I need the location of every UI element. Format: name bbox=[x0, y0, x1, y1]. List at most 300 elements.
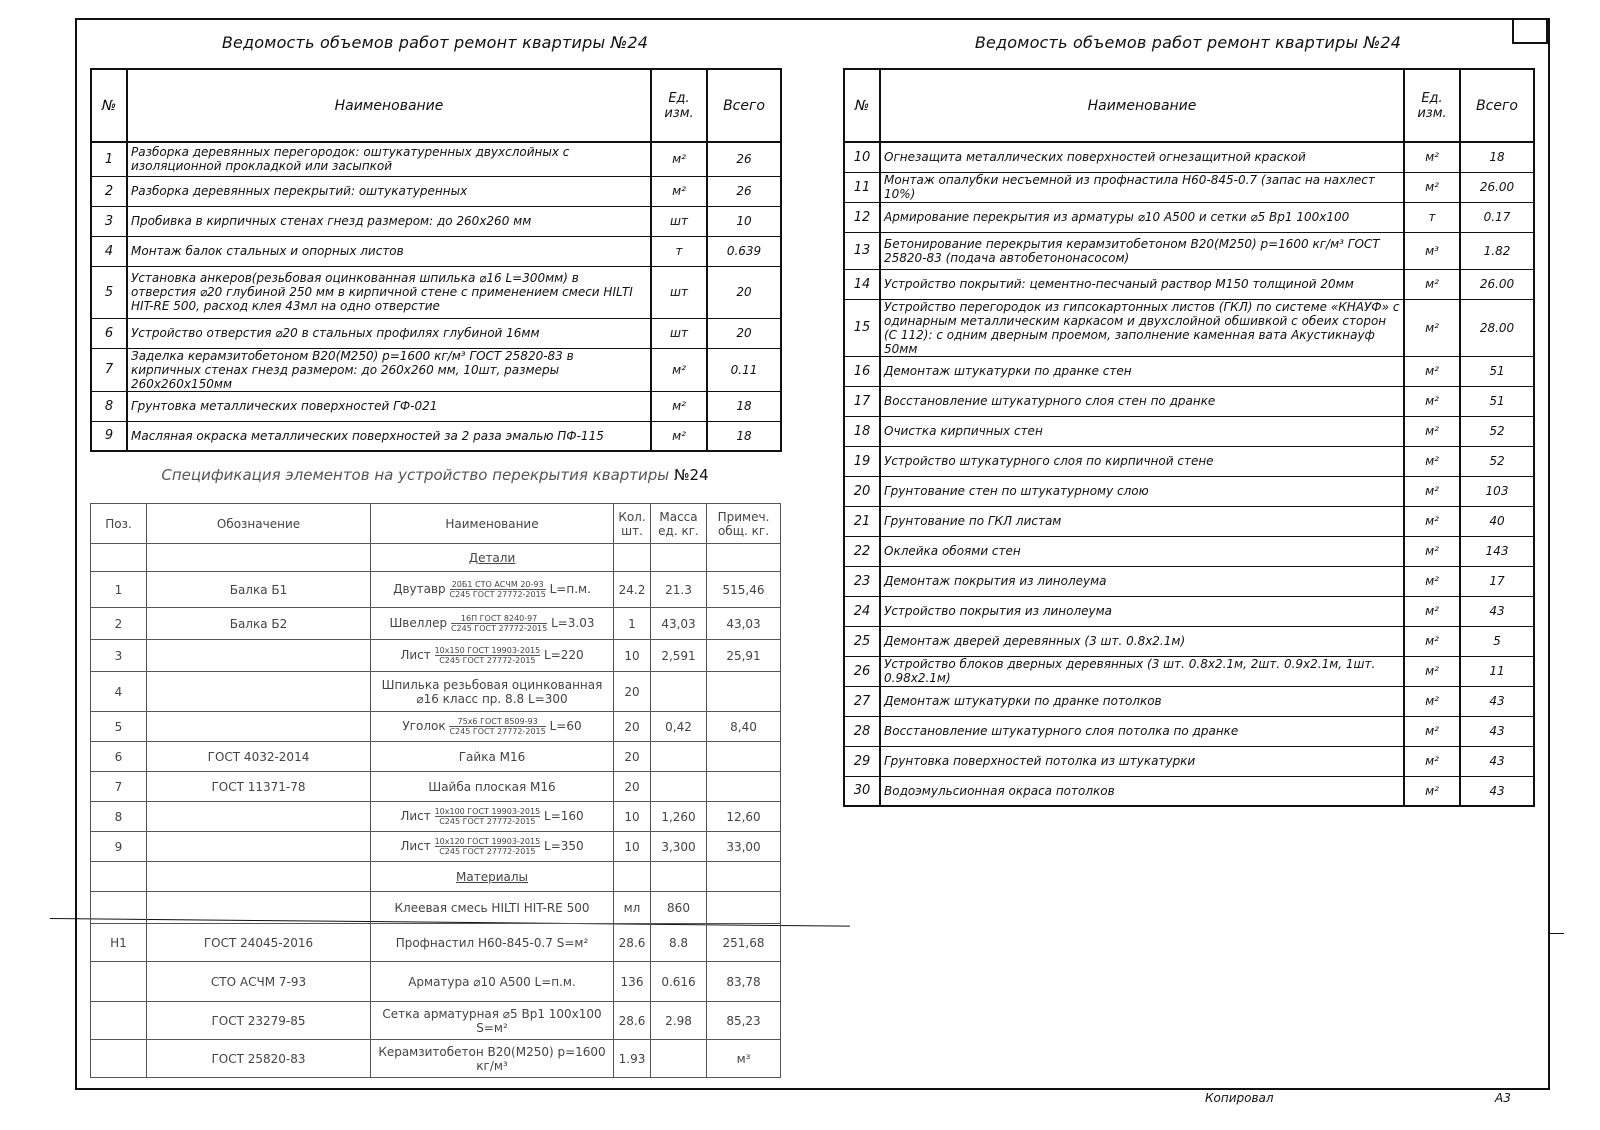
table-row bbox=[91, 142, 781, 176]
frame-left bbox=[75, 18, 77, 1090]
spec-note bbox=[707, 862, 781, 892]
header-num: № bbox=[91, 69, 127, 142]
spec-section-row bbox=[91, 544, 781, 572]
row-total: 43 bbox=[1460, 776, 1534, 806]
row-unit: м² bbox=[1404, 656, 1460, 686]
spec-name: Клеевая смесь HILTI HIT-RE 500 bbox=[371, 892, 614, 924]
row-unit: м² bbox=[1404, 716, 1460, 746]
spec-note: 33,00 bbox=[707, 832, 781, 862]
spec-section-title bbox=[371, 544, 614, 572]
row-name: Огнезащита металлических поверхностей огнезащитной краской bbox=[880, 142, 1404, 172]
row-unit: м³ bbox=[1404, 232, 1460, 269]
row-number: 25 bbox=[844, 626, 880, 656]
row-name: Монтаж балок стальных и опорных листов bbox=[127, 236, 651, 266]
spec-pos: 9 bbox=[91, 832, 147, 862]
row-number: 17 bbox=[844, 386, 880, 416]
spec-name bbox=[371, 572, 614, 608]
fraction-bottom: С245 ГОСТ 27772-2015 bbox=[450, 624, 548, 633]
table-row bbox=[844, 776, 1534, 806]
spec-mass: 3,300 bbox=[651, 832, 707, 862]
row-total: 43 bbox=[1460, 596, 1534, 626]
spec-name: Шпилька резьбовая оцинкованная ⌀16 класс пр. 8.8 L=300 bbox=[371, 672, 614, 712]
row-total: 40 bbox=[1460, 506, 1534, 536]
row-name: Демонтаж штукатурки по дранке стен bbox=[880, 356, 1404, 386]
spec-qty: 1 bbox=[614, 608, 651, 640]
spec-qty: 10 bbox=[614, 832, 651, 862]
spec-title-number: №24 bbox=[673, 466, 709, 484]
row-number: 11 bbox=[844, 172, 880, 202]
row-unit: шт bbox=[651, 266, 707, 318]
row-number: 2 bbox=[91, 176, 127, 206]
spec-note bbox=[707, 544, 781, 572]
fraction-bottom: С245 ГОСТ 27772-2015 bbox=[449, 590, 546, 599]
row-unit: м² bbox=[1404, 776, 1460, 806]
row-unit: м² bbox=[1404, 269, 1460, 299]
row-total: 51 bbox=[1460, 356, 1534, 386]
spec-pos bbox=[91, 1040, 147, 1078]
table-row bbox=[844, 142, 1534, 172]
row-number: 29 bbox=[844, 746, 880, 776]
spec-pos: Н1 bbox=[91, 924, 147, 962]
spec-mass: 21.3 bbox=[651, 572, 707, 608]
row-number: 4 bbox=[91, 236, 127, 266]
spec-qty: 10 bbox=[614, 640, 651, 672]
spec-designation: ГОСТ 11371-78 bbox=[147, 772, 371, 802]
row-name: Демонтаж штукатурки по дранке потолков bbox=[880, 686, 1404, 716]
row-name: Устройство покрытий: цементно-песчаный раствор М150 толщиной 20мм bbox=[880, 269, 1404, 299]
row-number: 20 bbox=[844, 476, 880, 506]
row-name: Устройство покрытия из линолеума bbox=[880, 596, 1404, 626]
row-number: 1 bbox=[91, 142, 127, 176]
table-row bbox=[844, 656, 1534, 686]
row-unit: м² bbox=[1404, 746, 1460, 776]
spec-pos bbox=[91, 962, 147, 1002]
spec-designation bbox=[147, 712, 371, 742]
row-number: 7 bbox=[91, 348, 127, 391]
row-name: Разборка деревянных перегородок: оштукатуренных двухслойных с изоляционной прокладкой или засыпкой bbox=[127, 142, 651, 176]
row-unit: м² bbox=[651, 176, 707, 206]
spec-note: м³ bbox=[707, 1040, 781, 1078]
header-unit: Ед. изм. bbox=[1404, 69, 1460, 142]
spec-title bbox=[90, 466, 780, 484]
spec-row bbox=[91, 892, 781, 924]
row-unit: м² bbox=[651, 421, 707, 451]
fraction-top: 10х150 ГОСТ 19903-2015 bbox=[434, 646, 541, 655]
table-row bbox=[844, 716, 1534, 746]
spec-note: 85,23 bbox=[707, 1002, 781, 1040]
row-name: Заделка керамзитобетоном В20(М250) р=1600 кг/м³ ГОСТ 25820-83 в кирпичных стенах гнезд размером: до 260х260 мм, 10шт, размеры 260х260х150мм bbox=[127, 348, 651, 391]
row-number: 21 bbox=[844, 506, 880, 536]
row-name: Армирование перекрытия из арматуры ⌀10 А500 и сетки ⌀5 Вр1 100х100 bbox=[880, 202, 1404, 232]
spec-designation: ГОСТ 24045-2016 bbox=[147, 924, 371, 962]
header-name: Наименование bbox=[127, 69, 651, 142]
spec-name bbox=[371, 712, 614, 742]
row-total: 43 bbox=[1460, 686, 1534, 716]
row-total: 43 bbox=[1460, 746, 1534, 776]
row-number: 14 bbox=[844, 269, 880, 299]
spec-mass bbox=[651, 742, 707, 772]
row-total: 1.82 bbox=[1460, 232, 1534, 269]
spec-header-designation: Обозначение bbox=[147, 504, 371, 544]
row-total: 26.00 bbox=[1460, 172, 1534, 202]
row-total: 11 bbox=[1460, 656, 1534, 686]
row-number: 19 bbox=[844, 446, 880, 476]
row-unit: шт bbox=[651, 318, 707, 348]
header-name: Наименование bbox=[880, 69, 1404, 142]
row-name: Грунтование по ГКЛ листам bbox=[880, 506, 1404, 536]
row-number: 26 bbox=[844, 656, 880, 686]
spec-note: 8,40 bbox=[707, 712, 781, 742]
spec-note bbox=[707, 892, 781, 924]
row-name: Устройство блоков дверных деревянных (3 шт. 0.8х2.1м, 2шт. 0.9х2.1м, 1шт. 0.98х2.1м) bbox=[880, 656, 1404, 686]
spec-pos: 4 bbox=[91, 672, 147, 712]
spec-qty: 28.6 bbox=[614, 924, 651, 962]
table-row bbox=[844, 232, 1534, 269]
table-row bbox=[91, 206, 781, 236]
row-number: 27 bbox=[844, 686, 880, 716]
table-row bbox=[91, 266, 781, 318]
spec-designation bbox=[147, 802, 371, 832]
row-unit: м² bbox=[1404, 626, 1460, 656]
row-total: 18 bbox=[707, 391, 781, 421]
spec-name-prefix: Швеллер bbox=[389, 616, 448, 630]
spec-table bbox=[90, 503, 781, 1078]
spec-note bbox=[707, 672, 781, 712]
spec-designation: ГОСТ 25820-83 bbox=[147, 1040, 371, 1078]
header-total: Всего bbox=[707, 69, 781, 142]
left-title: Ведомость объемов работ ремонт квартиры №24 bbox=[221, 33, 649, 52]
row-unit: м² bbox=[1404, 596, 1460, 626]
row-name: Грунтовка металлических поверхностей ГФ-021 bbox=[127, 391, 651, 421]
section-title: Детали bbox=[468, 550, 516, 565]
spec-qty: мл bbox=[614, 892, 651, 924]
table-row bbox=[844, 269, 1534, 299]
row-total: 0.11 bbox=[707, 348, 781, 391]
row-number: 8 bbox=[91, 391, 127, 421]
spec-header-name: Наименование bbox=[371, 504, 614, 544]
spec-name bbox=[371, 640, 614, 672]
row-unit: м² bbox=[651, 348, 707, 391]
row-number: 13 bbox=[844, 232, 880, 269]
spec-name-prefix: Лист bbox=[400, 648, 431, 662]
row-number: 12 bbox=[844, 202, 880, 232]
spec-mass: 0.616 bbox=[651, 962, 707, 1002]
spec-name-prefix: Уголок bbox=[402, 719, 446, 733]
section-title: Материалы bbox=[456, 869, 528, 884]
spec-designation bbox=[147, 672, 371, 712]
fraction-top: 20Б1 СТО АСЧМ 20-93 bbox=[450, 580, 546, 590]
row-total: 51 bbox=[1460, 386, 1534, 416]
row-name: Устройство штукатурного слоя по кирпичной стене bbox=[880, 446, 1404, 476]
row-name: Очистка кирпичных стен bbox=[880, 416, 1404, 446]
fraction-bottom: С245 ГОСТ 27772-2015 bbox=[439, 656, 536, 665]
row-number: 9 bbox=[91, 421, 127, 451]
row-unit: м² bbox=[1404, 506, 1460, 536]
spec-name: Арматура ⌀10 А500 L=п.м. bbox=[371, 962, 614, 1002]
spec-name: Керамзитобетон В20(М250) р=1600 кг/м³ bbox=[371, 1040, 614, 1078]
spec-row bbox=[91, 712, 781, 742]
spec-designation bbox=[147, 544, 371, 572]
row-number: 18 bbox=[844, 416, 880, 446]
spec-pos: 1 bbox=[91, 572, 147, 608]
row-total: 26 bbox=[707, 142, 781, 176]
spec-mass bbox=[651, 772, 707, 802]
row-total: 0.639 bbox=[707, 236, 781, 266]
row-name: Бетонирование перекрытия керамзитобетоном В20(М250) р=1600 кг/м³ ГОСТ 25820-83 (подача автобетононасосом) bbox=[880, 232, 1404, 269]
spec-mass bbox=[651, 862, 707, 892]
spec-row bbox=[91, 572, 781, 608]
spec-row bbox=[91, 742, 781, 772]
row-unit: м² bbox=[651, 391, 707, 421]
row-total: 28.00 bbox=[1460, 299, 1534, 356]
stamp-format: А3 bbox=[1495, 1091, 1511, 1105]
table-row bbox=[844, 596, 1534, 626]
frame-right bbox=[1548, 18, 1550, 1090]
fraction-top: 75х6 ГОСТ 8509-93 bbox=[449, 717, 545, 727]
spec-note bbox=[707, 772, 781, 802]
spec-designation: Балка Б2 bbox=[147, 608, 371, 640]
header-num: № bbox=[844, 69, 880, 142]
table-row bbox=[91, 421, 781, 451]
spec-mass: 1,260 bbox=[651, 802, 707, 832]
table-row bbox=[844, 626, 1534, 656]
table-row bbox=[844, 506, 1534, 536]
row-name: Демонтаж покрытия из линолеума bbox=[880, 566, 1404, 596]
spec-note: 515,46 bbox=[707, 572, 781, 608]
spec-qty: 20 bbox=[614, 742, 651, 772]
row-unit: м² bbox=[1404, 566, 1460, 596]
spec-pos: 7 bbox=[91, 772, 147, 802]
spec-note: 12,60 bbox=[707, 802, 781, 832]
spec-name-suffix: L=п.м. bbox=[549, 582, 591, 596]
spec-designation bbox=[147, 862, 371, 892]
spec-qty bbox=[614, 544, 651, 572]
spec-fraction bbox=[435, 837, 541, 856]
spec-name bbox=[371, 802, 614, 832]
spec-section-row bbox=[91, 862, 781, 892]
spec-fraction bbox=[435, 807, 541, 826]
spec-designation: ГОСТ 4032-2014 bbox=[147, 742, 371, 772]
spec-fraction bbox=[449, 717, 545, 736]
spec-name bbox=[371, 832, 614, 862]
row-number: 6 bbox=[91, 318, 127, 348]
row-name: Водоэмульсионная окраса потолков bbox=[880, 776, 1404, 806]
table-row bbox=[91, 176, 781, 206]
header-unit: Ед. изм. bbox=[651, 69, 707, 142]
fraction-top: 10х120 ГОСТ 19903-2015 bbox=[434, 837, 541, 846]
spec-name-suffix: L=160 bbox=[544, 809, 584, 823]
row-name: Установка анкеров(резьбовая оцинкованная шпилька ⌀16 L=300мм) в отверстия ⌀20 глубиной 250 мм в кирпичной стене с применением смеси HILTI HIT-RE 500, расход клея 43мл на одно отверстие bbox=[127, 266, 651, 318]
spec-row bbox=[91, 1040, 781, 1078]
table-row bbox=[91, 318, 781, 348]
spec-row bbox=[91, 608, 781, 640]
table-row bbox=[844, 356, 1534, 386]
spec-note: 83,78 bbox=[707, 962, 781, 1002]
spec-qty: 20 bbox=[614, 772, 651, 802]
spec-row bbox=[91, 802, 781, 832]
spec-qty: 20 bbox=[614, 712, 651, 742]
table-row bbox=[91, 236, 781, 266]
spec-title-text: Спецификация элементов на устройство перекрытия квартиры bbox=[161, 466, 670, 484]
table-row bbox=[91, 391, 781, 421]
table-row bbox=[844, 446, 1534, 476]
table-row bbox=[844, 746, 1534, 776]
table-row bbox=[91, 348, 781, 391]
spec-designation bbox=[147, 892, 371, 924]
spec-name-prefix: Двутавр bbox=[393, 582, 446, 596]
spec-qty: 136 bbox=[614, 962, 651, 1002]
row-total: 0.17 bbox=[1460, 202, 1534, 232]
row-total: 52 bbox=[1460, 446, 1534, 476]
spec-row bbox=[91, 924, 781, 962]
spec-note: 25,91 bbox=[707, 640, 781, 672]
spec-row bbox=[91, 672, 781, 712]
spec-mass: 0,42 bbox=[651, 712, 707, 742]
spec-header-qty: Кол. шт. bbox=[614, 504, 651, 544]
spec-row bbox=[91, 962, 781, 1002]
spec-designation bbox=[147, 640, 371, 672]
row-number: 24 bbox=[844, 596, 880, 626]
row-number: 5 bbox=[91, 266, 127, 318]
row-unit: м² bbox=[1404, 172, 1460, 202]
row-unit: м² bbox=[1404, 299, 1460, 356]
spec-name-suffix: L=350 bbox=[544, 839, 584, 853]
table-row bbox=[844, 476, 1534, 506]
spec-qty: 28.6 bbox=[614, 1002, 651, 1040]
spec-name: Гайка М16 bbox=[371, 742, 614, 772]
spec-designation: СТО АСЧМ 7-93 bbox=[147, 962, 371, 1002]
frame-bottom bbox=[75, 1088, 1550, 1090]
row-number: 10 bbox=[844, 142, 880, 172]
table-row bbox=[844, 386, 1534, 416]
spec-name-suffix: L=60 bbox=[549, 719, 582, 733]
table-row bbox=[844, 299, 1534, 356]
spec-qty: 10 bbox=[614, 802, 651, 832]
spec-name-suffix: L=220 bbox=[544, 648, 584, 662]
spec-pos bbox=[91, 1002, 147, 1040]
row-unit: м² bbox=[1404, 356, 1460, 386]
row-name: Восстановление штукатурного слоя стен по дранке bbox=[880, 386, 1404, 416]
table-row bbox=[844, 686, 1534, 716]
spec-qty bbox=[614, 862, 651, 892]
spec-name bbox=[371, 608, 614, 640]
row-total: 103 bbox=[1460, 476, 1534, 506]
row-total: 10 bbox=[707, 206, 781, 236]
row-name: Устройство перегородок из гипсокартонных листов (ГКЛ) по системе «КНАУФ» с одинарным металлическим каркасом и двухслойной обшивкой с обеих сторон (С 112): с одним дверным проемом, заполнение каменная вата Акустикнауф 50мм bbox=[880, 299, 1404, 356]
row-name: Грунтование стен по штукатурному слою bbox=[880, 476, 1404, 506]
spec-mass bbox=[651, 544, 707, 572]
row-number: 30 bbox=[844, 776, 880, 806]
spec-name: Сетка арматурная ⌀5 Вр1 100х100 S=м² bbox=[371, 1002, 614, 1040]
spec-note: 251,68 bbox=[707, 924, 781, 962]
row-total: 17 bbox=[1460, 566, 1534, 596]
spec-header-pos: Поз. bbox=[91, 504, 147, 544]
spec-pos bbox=[91, 892, 147, 924]
row-unit: м² bbox=[1404, 536, 1460, 566]
row-number: 16 bbox=[844, 356, 880, 386]
spec-mass bbox=[651, 1040, 707, 1078]
spec-mass: 860 bbox=[651, 892, 707, 924]
spec-section-title bbox=[371, 862, 614, 892]
row-name: Монтаж опалубки несъемной из профнастила Н60-845-0.7 (запас на нахлест 10%) bbox=[880, 172, 1404, 202]
spec-designation: ГОСТ 23279-85 bbox=[147, 1002, 371, 1040]
row-unit: м² bbox=[1404, 476, 1460, 506]
table-row bbox=[844, 172, 1534, 202]
stamp-copied: Копировал bbox=[1205, 1091, 1274, 1105]
right-title: Ведомость объемов работ ремонт квартиры №24 bbox=[974, 33, 1402, 52]
row-unit: м² bbox=[1404, 446, 1460, 476]
spec-qty: 20 bbox=[614, 672, 651, 712]
spec-mass: 2.98 bbox=[651, 1002, 707, 1040]
spec-fraction bbox=[450, 580, 546, 599]
row-name: Устройство отверстия ⌀20 в стальных профилях глубиной 16мм bbox=[127, 318, 651, 348]
row-total: 52 bbox=[1460, 416, 1534, 446]
row-number: 3 bbox=[91, 206, 127, 236]
spec-pos: 2 bbox=[91, 608, 147, 640]
row-unit: т bbox=[1404, 202, 1460, 232]
row-total: 20 bbox=[707, 266, 781, 318]
fraction-top: 10х100 ГОСТ 19903-2015 bbox=[434, 807, 541, 816]
fraction-bottom: С245 ГОСТ 27772-2015 bbox=[439, 847, 536, 856]
spec-name: Профнастил Н60-845-0.7 S=м² bbox=[371, 924, 614, 962]
spec-name-prefix: Лист bbox=[400, 839, 431, 853]
row-name: Грунтовка поверхностей потолка из штукатурки bbox=[880, 746, 1404, 776]
spec-note bbox=[707, 742, 781, 772]
spec-pos: 8 bbox=[91, 802, 147, 832]
spec-pos: 3 bbox=[91, 640, 147, 672]
spec-qty: 24.2 bbox=[614, 572, 651, 608]
left-volume-table bbox=[90, 68, 782, 452]
spec-row bbox=[91, 832, 781, 862]
spec-pos bbox=[91, 862, 147, 892]
table-row bbox=[844, 566, 1534, 596]
spec-designation: Балка Б1 bbox=[147, 572, 371, 608]
row-number: 28 bbox=[844, 716, 880, 746]
row-total: 20 bbox=[707, 318, 781, 348]
row-unit: м² bbox=[1404, 416, 1460, 446]
spec-mass: 43,03 bbox=[651, 608, 707, 640]
spec-note: 43,03 bbox=[707, 608, 781, 640]
row-total: 43 bbox=[1460, 716, 1534, 746]
row-unit: м² bbox=[1404, 142, 1460, 172]
row-unit: т bbox=[651, 236, 707, 266]
row-total: 18 bbox=[707, 421, 781, 451]
spec-name-suffix: L=3.03 bbox=[551, 616, 595, 630]
table-row bbox=[844, 416, 1534, 446]
row-name: Демонтаж дверей деревянных (3 шт. 0.8х2.1м) bbox=[880, 626, 1404, 656]
spec-pos bbox=[91, 544, 147, 572]
spec-mass: 2,591 bbox=[651, 640, 707, 672]
spec-header-mass: Масса ед. кг. bbox=[651, 504, 707, 544]
spec-designation bbox=[147, 832, 371, 862]
row-unit: шт bbox=[651, 206, 707, 236]
row-unit: м² bbox=[1404, 386, 1460, 416]
spec-row bbox=[91, 1002, 781, 1040]
fraction-top: 16П ГОСТ 8240-97 bbox=[451, 614, 547, 624]
spec-mass bbox=[651, 672, 707, 712]
frame-top bbox=[75, 18, 1550, 20]
row-total: 5 bbox=[1460, 626, 1534, 656]
spec-pos: 5 bbox=[91, 712, 147, 742]
row-number: 22 bbox=[844, 536, 880, 566]
row-total: 18 bbox=[1460, 142, 1534, 172]
row-name: Пробивка в кирпичных стенах гнезд размером: до 260х260 мм bbox=[127, 206, 651, 236]
table-row bbox=[844, 536, 1534, 566]
spec-name-prefix: Лист bbox=[400, 809, 431, 823]
spec-fraction bbox=[435, 646, 541, 665]
row-total: 26.00 bbox=[1460, 269, 1534, 299]
row-name: Восстановление штукатурного слоя потолка по дранке bbox=[880, 716, 1404, 746]
